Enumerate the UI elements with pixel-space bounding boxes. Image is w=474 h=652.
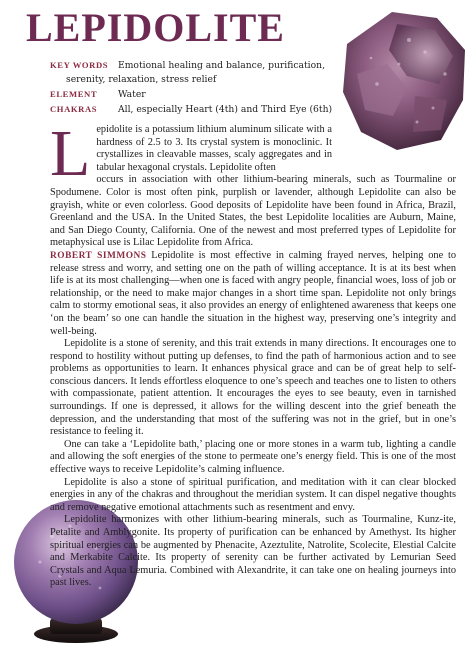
drop-cap: L: [50, 117, 91, 190]
keywords-label: KEY WORDS: [50, 60, 109, 70]
paragraph-intro: Lepidolite is a potassium lithium aluminum silicate with a hardness of 2.5 to 3. Its crystal system is monoclinic. It crystallizes in cleavable masses, scaly aggregates and in tabular hexagonal crystals. Lepidolite often: [50, 117, 332, 190]
paragraph-bath: One can take a ‘Lepidolite bath,’ placing one or more stones in a warm tub, lighting a candle and allowing the soft energies of the stone to permeate one’s energy field. This is one of the most effective ways to receive Lepidolite’s calming influence.: [50, 438, 456, 476]
paragraph-serenity: Lepidolite is a stone of serenity, and this trait extends in many directions. It encourages one to respond to hostility without putting up defenses, to find the path of harmonious action and to see problems as opportunities to learn. It enhances physical grace and can be of great help to self-conscious dancers. It lends effortless eloquence to one’s speech and teaches one to listen to others with compassionate, patient attention. It encourages the eyes to see beauty, even in tarnished surroundings. If one is depressed, it allows for the willing descent into the grief beneath the depression, and the understanding that most of the suffering was not in the grief, but in one’s resistance to feeling it.: [50, 338, 456, 438]
element-value: Water: [118, 89, 146, 100]
paragraph-harmonizes: Lepidolite harmonizes with other lithium-bearing minerals, such as Tourmaline, Kunz-ite, Petalite and Amblygonite. Its property of purification can be enhanced by Amethyst. Its higher spiritual energies can be augmented by Phenacite, Azeztulite, Natrolite, Scolecite, Elestial Calcite and Merkabite Calcite. Its property of serenity can be further activated by Lemurian Seed Crystals and Aqua Lemuria. Combined with Alexandrite, it can take one on healing journeys into past lives.: [50, 514, 456, 589]
article-body: [50, 117, 457, 590]
keywords-continued: serenity, relaxation, stress relief: [66, 74, 217, 85]
page-title: LEPIDOLITE: [26, 5, 285, 50]
author-name: ROBERT SIMMONS: [50, 250, 147, 261]
element-label: ELEMENT: [50, 89, 98, 99]
chakras-value: All, especially Heart (4th) and Third Eye (6th): [118, 104, 333, 115]
paragraph-author: ROBERT SIMMONS Lepidolite is most effective in calming frayed nerves, helping one to release stress and worry, and setting one on the path of willing acceptance. It is at its best when life is at its most challenging—when one is faced with angry people, financial woes, loss of job or relationship, or the need to make major changes in a short time span. Lepidolite not only brings calm to stormy emotional seas, it also provides an energy of enlightened awareness that keeps one ‘on the beam’ so one can handle the situation in the highest way, preserving one’s integrity and well-being.: [50, 249, 457, 337]
chakras-row: [50, 102, 340, 117]
paragraph-intro-continued: occurs in association with other lithium-bearing minerals, such as Tourmaline or Spodumene. Color is most often pink, purplish or lavender, although Lepidolite can also be grayish, white or even colorless. Good deposits of Lepidolite have been found in Africa, Brazil, Greenland and the USA. In the United States, the best Lepidolite localities are Auburn, Maine, and San Diego County, California. One of the newest and most preferred types of Lepidolite for metaphysical use is Lilac Lepidolite from Africa.: [50, 174, 456, 249]
properties-block: [50, 58, 340, 117]
keywords-value: Emotional healing and balance, purification,: [118, 60, 325, 71]
chakras-label: CHAKRAS: [50, 104, 98, 114]
paragraph-purification: Lepidolite is also a stone of spiritual purification, and meditation with it can clear blocked energies in any of the chakras and throughout the meridian system. It can dispel negative thoughts and remove negative emotional attachments such as resentment and envy.: [50, 476, 456, 513]
element-row: [50, 87, 340, 102]
keywords-row: [50, 58, 340, 73]
